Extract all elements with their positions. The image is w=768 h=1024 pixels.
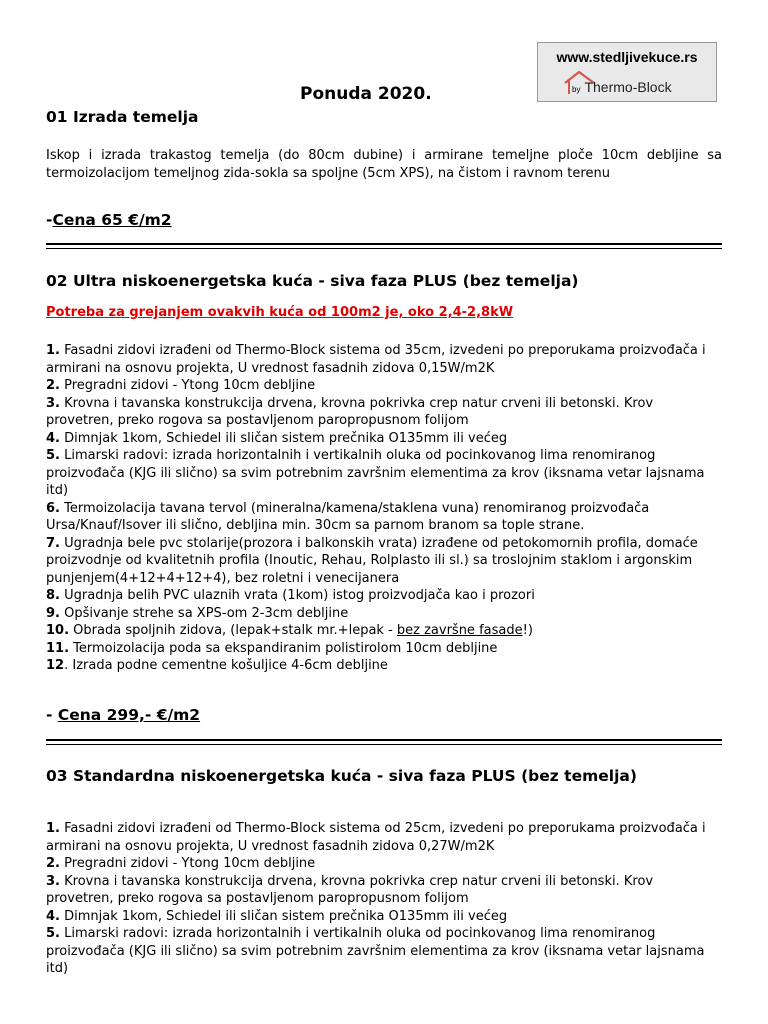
- item-text: Termoizolacija poda sa ekspandiranim polistirolom 10cm debljine: [73, 640, 498, 656]
- item-number: 3.: [46, 873, 60, 889]
- list-item: [46, 500, 722, 535]
- list-item: [46, 820, 722, 855]
- item-number: 12: [46, 658, 65, 673]
- list-item: [46, 377, 722, 395]
- item-number: 6.: [46, 500, 60, 516]
- item-text: Ugradnja belih PVC ulaznih vrata (1kom) istog proizvodjača kao i prozori: [64, 588, 535, 603]
- list-item: [46, 657, 722, 675]
- list-item: [46, 430, 722, 448]
- item-text: Limarski radovi: izrada horizontalnih i vertikalnih oluka od pocinkovanog lima renomiranog proizvođača (KJG ili slično) sa svim potrebnim završnim elementima za krov (iksnama vetar lajsnama itd): [46, 448, 705, 498]
- list-item: [46, 908, 722, 926]
- list-item: [46, 640, 722, 658]
- item-text: Fasadni zidovi izrađeni od Thermo-Block sistema od 35cm, izvedeni po preporukama proizvođača i armirani na osnovu projekta, U vrednost fasadnih zidova 0,15W/m2K: [46, 343, 706, 376]
- heating-note: Potreba za grejanjem ovakvih kuća od 100m2 je, oko 2,4-2,8kW: [46, 305, 514, 320]
- item-number: 2.: [46, 856, 60, 871]
- item-text: Pregradni zidovi - Ytong 10cm debljine: [64, 856, 316, 871]
- item-text: Krovna i tavanska konstrukcija drvena, krovna pokrivka crep natur crveni ili betonski. Krov provetren, preko rogova sa postavljenom paropropusnom folijom: [46, 873, 654, 906]
- section-2-heading: 02 Ultra niskoenergetska kuća - siva faza PLUS (bez temelja): [46, 272, 579, 290]
- list-item: [46, 342, 722, 377]
- price-prefix: -: [46, 706, 58, 724]
- item-text: Fasadni zidovi izrađeni od Thermo-Block sistema od 25cm, izvedeni po preporukama proizvođača i armirani na osnovu projekta, U vrednost fasadnih zidova 0,27W/m2K: [46, 821, 706, 854]
- list-item: [46, 447, 722, 500]
- item-text: Obrada spoljnih zidova, (lepak+stalk mr.+lepak -: [73, 623, 397, 638]
- logo-brand-name: Thermo-Block: [584, 79, 672, 95]
- item-text: . Izrada podne cementne košuljice 4-6cm debljine: [64, 658, 388, 673]
- item-text: Opšivanje strehe sa XPS-om 2-3cm debljine: [64, 605, 349, 621]
- price-value: Cena 299,- €/m2: [57, 706, 201, 724]
- item-text: Limarski radovi: izrada horizontalnih i vertikalnih oluka od pocinkovanog lima renomiranog proizvođača (KJG ili slično) sa svim potrebnim završnim elementima za krov (iksnama vetar lajsnama itd): [46, 926, 705, 976]
- logo-by: by: [572, 85, 581, 94]
- item-number: 5.: [46, 448, 60, 463]
- item-number: 1.: [46, 821, 60, 836]
- item-number: 10.: [46, 623, 70, 638]
- list-item: [46, 925, 722, 978]
- item-text: Dimnjak 1kom, Schiedel ili sličan sistem prečnika O135mm ili većeg: [64, 430, 508, 446]
- item-number: 5.: [46, 926, 60, 941]
- logo-brand: [572, 79, 672, 95]
- item-number: 3.: [46, 395, 60, 411]
- item-number: 8.: [46, 588, 60, 603]
- section-2-list: [46, 342, 722, 675]
- item-number: 2.: [46, 378, 60, 393]
- price-value: Cena 65 €/m2: [52, 211, 172, 229]
- item-text: Pregradni zidovi - Ytong 10cm debljine: [64, 378, 316, 393]
- section-3-list: [46, 820, 722, 978]
- logo-url: www.stedljivekuce.rs: [556, 49, 698, 65]
- item-text-after: !): [522, 623, 533, 638]
- section-1-heading: 01 Izrada temelja: [46, 108, 199, 126]
- list-item: [46, 587, 722, 605]
- item-underlined-text: bez završne fasade: [396, 623, 523, 638]
- price-prefix: -: [46, 211, 53, 229]
- section-3-heading: 03 Standardna niskoenergetska kuća - siva faza PLUS (bez temelja): [46, 767, 637, 785]
- item-number: 9.: [46, 605, 60, 621]
- section-1-text: Iskop i izrada trakastog temelja (do 80cm dubine) i armirane temeljne ploče 10cm debljine sa termoizolacijom temeljnog zida-sokla sa spoljne (5cm XPS), na čistom i ravnom terenu: [46, 148, 722, 181]
- company-logo: [537, 42, 717, 102]
- list-item: [46, 535, 722, 588]
- item-number: 11.: [46, 640, 70, 656]
- item-text: Termoizolacija tavana tervol (mineralna/kamena/staklena vuna) renomiranog proizvođača Ursa/Knauf/Isover ili slično, debljina min. 30cm sa parnom branom sa tople strane.: [46, 500, 650, 533]
- section-1-price: [46, 211, 172, 229]
- section-divider: [46, 243, 722, 249]
- section-divider: [46, 739, 722, 745]
- list-item: [46, 873, 722, 908]
- list-item: [46, 855, 722, 873]
- item-number: 1.: [46, 343, 60, 358]
- item-text: Dimnjak 1kom, Schiedel ili sličan sistem prečnika O135mm ili većeg: [64, 908, 508, 924]
- list-item: [46, 605, 722, 623]
- item-text: Krovna i tavanska konstrukcija drvena, krovna pokrivka crep natur crveni ili betonski. Krov provetren, preko rogova sa postavljenom paropropusnom folijom: [46, 395, 654, 428]
- section-2-price: [46, 706, 200, 724]
- item-number: 7.: [46, 535, 60, 551]
- item-number: 4.: [46, 908, 60, 924]
- item-number: 4.: [46, 430, 60, 446]
- list-item: [46, 622, 722, 640]
- item-text: Ugradnja bele pvc stolarije(prozora i balkonskih vrata) izrađene od petokomornih profila, domaće proizvodnje od kvalitetnih profila (Inoutic, Rehau, Rolplasto ili sl.) sa troslojnim staklom i argonskim punjenjem(4+12+4+12+4), bez roletni i venecijanera: [46, 535, 698, 586]
- page-title: Ponuda 2020.: [300, 84, 432, 104]
- list-item: [46, 395, 722, 430]
